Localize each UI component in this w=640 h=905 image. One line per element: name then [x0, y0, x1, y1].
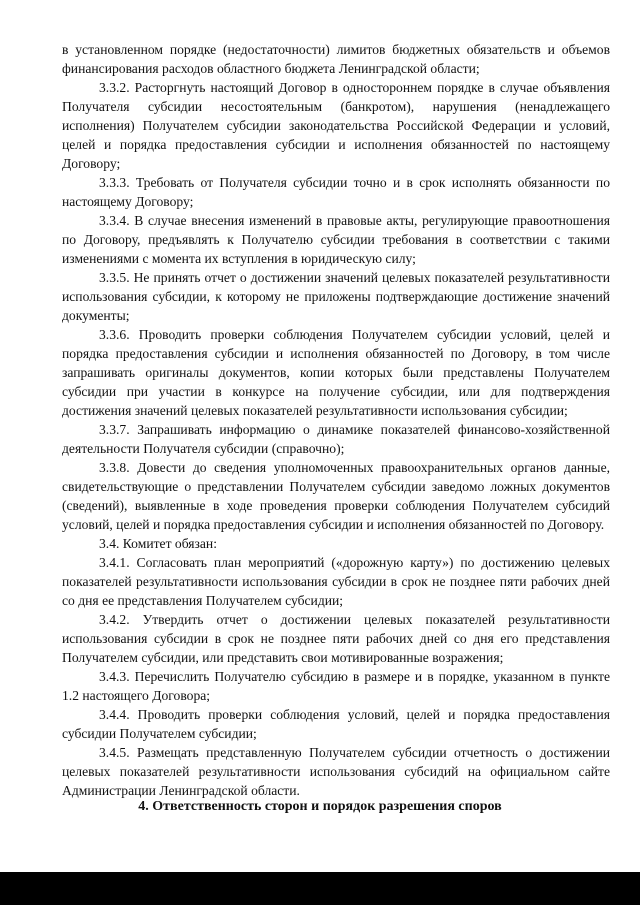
scan-bottom-border — [0, 872, 640, 905]
paragraph-3-4-2: 3.4.2. Утвердить отчет о достижении целевых показателей результативности использования субсидии в срок не позднее пяти рабочих дней со дня его представления Получателем субсидии, или представить свои мотивированные возражения; — [62, 612, 610, 665]
section-heading: 4. Ответственность сторон и порядок разрешения споров — [138, 799, 502, 814]
paragraph-3-3-7: 3.3.7. Запрашивать информацию о динамике показателей финансово-хозяйственной деятельности Получателя субсидии (справочно); — [62, 422, 610, 456]
paragraph-3-3-6: 3.3.6. Проводить проверки соблюдения Получателем субсидии условий, целей и порядка предоставления субсидии и исполнения обязанностей по Договору, в том числе запрашивать оригиналы документов, копии которых были представлены Получателем субсидии при участии в конкурсе на получение субсидии, или для подтверждения достижения значений целевых показателей результативности использования субсидии; — [62, 327, 610, 418]
paragraph-3-4-1: 3.4.1. Согласовать план мероприятий («дорожную карту») по достижению целевых показателей результативности использования субсидии в срок не позднее пяти рабочих дней со дня ее представления Получателем субсидии; — [62, 555, 610, 608]
paragraph-3-3-4: 3.3.4. В случае внесения изменений в правовые акты, регулирующие правоотношения по Договору, предъявлять к Получателю субсидии требования в соответствии с такими изменениями с момента их вступления в юридическую силу; — [62, 213, 610, 266]
paragraph-3-3-3: 3.3.3. Требовать от Получателя субсидии точно и в срок исполнять обязанности по настоящему Договору; — [62, 175, 610, 209]
paragraph-3-3-1-end: в установленном порядке (недостаточности) лимитов бюджетных обязательств и объемов финансирования расходов областного бюджета Ленинградской области; — [62, 42, 610, 76]
document-body — [62, 40, 610, 800]
paragraph-3-3-2: 3.3.2. Расторгнуть настоящий Договор в одностороннем порядке в случае объявления Получателя субсидии несостоятельным (банкротом), нарушения (ненадлежащего исполнения) Получателем субсидии законодательства Российской Федерации и условий, целей и порядка предоставления субсидии и исполнения обязанностей по настоящему Договору; — [62, 80, 610, 171]
paragraph-3-4-3: 3.4.3. Перечислить Получателю субсидию в размере и в порядке, указанном в пункте 1.2 настоящего Договора; — [62, 669, 610, 703]
paragraph-3-4: 3.4. Комитет обязан: — [99, 536, 217, 551]
paragraph-3-4-4: 3.4.4. Проводить проверки соблюдения условий, целей и порядка предоставления субсидии Получателем субсидии; — [62, 707, 610, 741]
paragraph-3-3-5: 3.3.5. Не принять отчет о достижении значений целевых показателей результативности использования субсидии, к которому не приложены подтверждающие достижение значений документы; — [62, 270, 610, 323]
paragraph-3-4-5: 3.4.5. Размещать представленную Получателем субсидии отчетность о достижении целевых показателей результативности использования субсидий на официальном сайте Администрации Ленинградской области. — [62, 745, 610, 798]
paragraph-3-3-8: 3.3.8. Довести до сведения уполномоченных правоохранительных органов данные, свидетельствующие о представлении Получателем субсидии заведомо ложных документов (сведений), выявленные в ходе проведения проверки соблюдения Получателем субсидий условий, целей и порядка предоставления субсидии и исполнения обязанностей по Договору. — [62, 460, 610, 532]
